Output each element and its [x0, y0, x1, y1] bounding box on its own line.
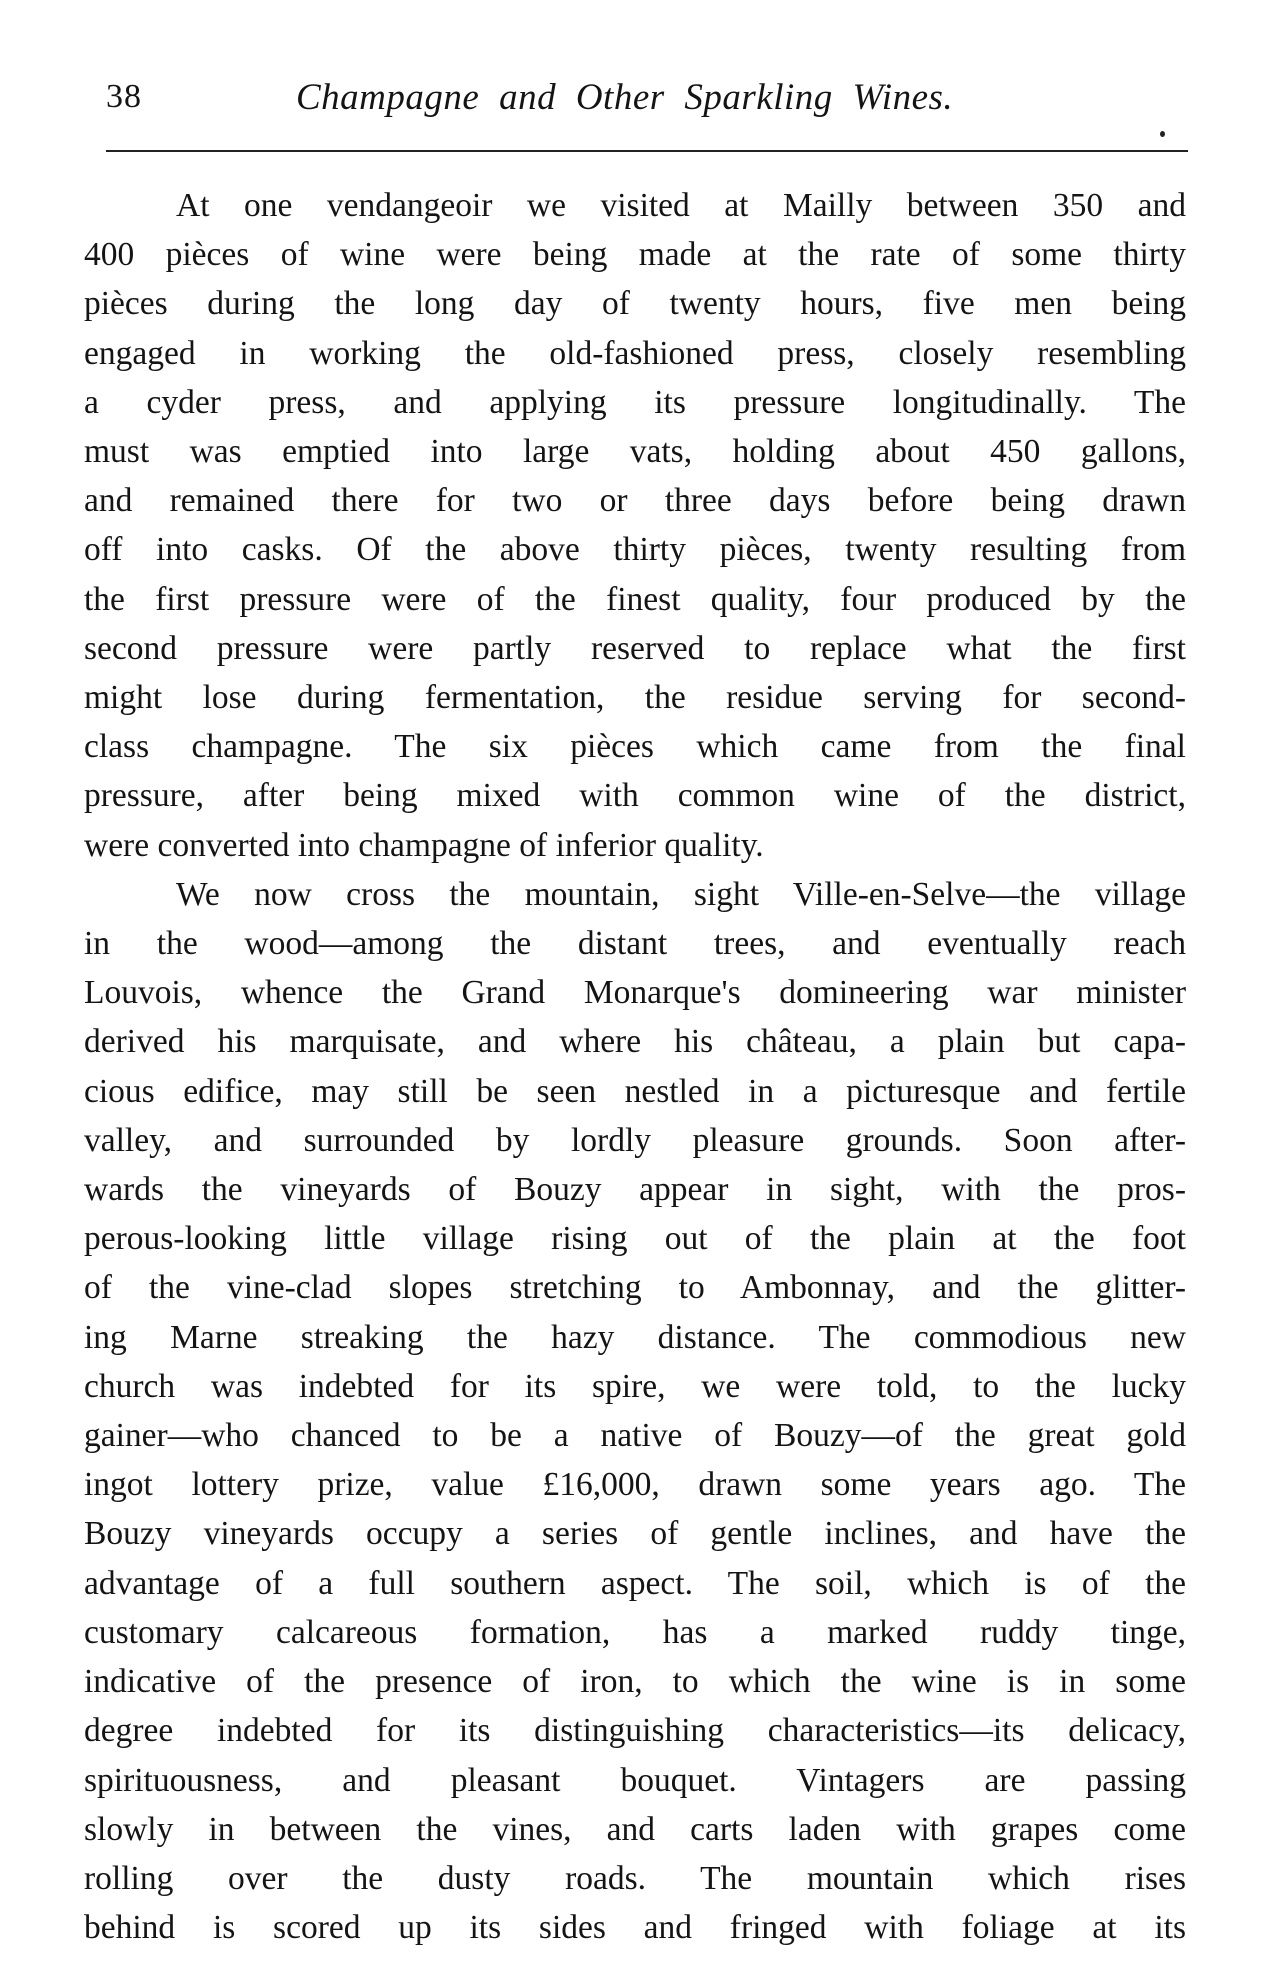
text-line: derived his marquisate, and where his château, a plain but capa- — [84, 1023, 1186, 1061]
text-line: indicative of the presence of iron, to which the wine is in some — [84, 1663, 1186, 1701]
text-line: Louvois, whence the Grand Monarque's domineering war minister — [84, 974, 1186, 1012]
text-line: behind is scored up its sides and fringed with foliage at its — [84, 1909, 1186, 1947]
body-text — [84, 181, 1186, 1952]
text-line: Bouzy vineyards occupy a series of gentle inclines, and have the — [84, 1515, 1186, 1553]
text-line: perous-looking little village rising out of the plain at the foot — [84, 1220, 1186, 1258]
text-line: engaged in working the old-fashioned press, closely resembling — [84, 334, 1186, 372]
text-line: valley, and surrounded by lordly pleasure grounds. Soon after- — [84, 1121, 1186, 1159]
text-line: cious edifice, may still be seen nestled in a picturesque and fertile — [84, 1072, 1186, 1110]
text-line: pièces during the long day of twenty hours, five men being — [84, 285, 1186, 323]
text-line: At one vendangeoir we visited at Mailly between 350 and — [176, 187, 1186, 224]
text-line: customary calcareous formation, has a marked ruddy tinge, — [84, 1613, 1186, 1651]
text-line: of the vine-clad slopes stretching to Ambonnay, and the glitter- — [84, 1269, 1186, 1307]
text-line: advantage of a full southern aspect. The soil, which is of the — [84, 1564, 1186, 1602]
text-line: and remained there for two or three days before being drawn — [84, 482, 1186, 520]
text-line: We now cross the mountain, sight Ville-en-Selve—the village — [176, 875, 1186, 913]
text-line: degree indebted for its distinguishing characteristics—its delicacy, — [84, 1712, 1186, 1750]
text-line: ing Marne streaking the hazy distance. The commodious new — [84, 1318, 1186, 1356]
text-line: ingot lottery prize, value £16,000, drawn some years ago. The — [84, 1466, 1186, 1504]
text-line: a cyder press, and applying its pressure longitudinally. The — [84, 383, 1186, 421]
text-line: second pressure were partly reserved to replace what the first — [84, 629, 1186, 667]
text-line: the first pressure were of the finest quality, four produced by the — [84, 580, 1186, 618]
text-line: off into casks. Of the above thirty pièces, twenty resulting from — [84, 531, 1186, 569]
text-line: pressure, after being mixed with common wine of the district, — [84, 777, 1186, 815]
text-line: might lose during fermentation, the residue serving for second- — [84, 679, 1186, 717]
text-line: were converted into champagne of inferior quality. — [84, 826, 764, 864]
text-line: spirituousness, and pleasant bouquet. Vintagers are passing — [84, 1761, 1186, 1799]
text-line: must was emptied into large vats, holding about 450 gallons, — [84, 433, 1186, 471]
running-title: Champagne and Other Sparkling Wines. — [296, 77, 954, 118]
page-number: 38 — [106, 78, 142, 115]
paragraph-2 — [84, 870, 1186, 1952]
text-line: wards the vineyards of Bouzy appear in sight, with the pros- — [84, 1171, 1186, 1209]
text-line: rolling over the dusty roads. The mountain which rises — [84, 1859, 1186, 1897]
print-speck — [1160, 131, 1165, 137]
text-line: class champagne. The six pièces which came from the final — [84, 728, 1186, 766]
header-rule — [106, 150, 1188, 152]
text-line: church was indebted for its spire, we were told, to the lucky — [84, 1367, 1186, 1405]
text-line: slowly in between the vines, and carts laden with grapes come — [84, 1810, 1186, 1848]
text-line: in the wood—among the distant trees, and eventually reach — [84, 925, 1186, 963]
text-line: 400 pièces of wine were being made at the rate of some thirty — [84, 236, 1186, 274]
text-line: gainer—who chanced to be a native of Bouzy—of the great gold — [84, 1417, 1186, 1455]
running-head — [106, 72, 1188, 128]
paragraph-1 — [84, 181, 1186, 870]
